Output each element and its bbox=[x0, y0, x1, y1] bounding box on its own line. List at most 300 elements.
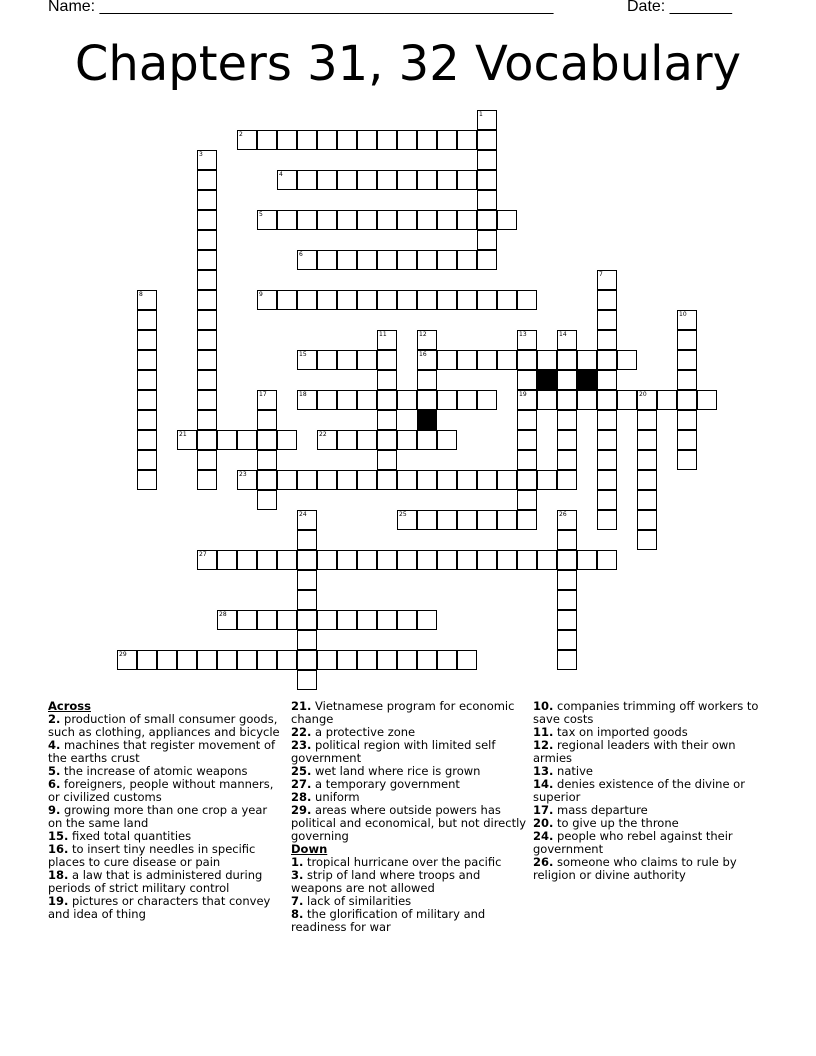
grid-cell[interactable] bbox=[377, 470, 397, 490]
grid-cell[interactable] bbox=[417, 370, 437, 390]
clue-number-19: 19 bbox=[519, 391, 527, 398]
grid-cell[interactable] bbox=[557, 590, 577, 610]
clue-text: lack of similarities bbox=[303, 894, 412, 908]
grid-cell[interactable] bbox=[357, 350, 377, 370]
grid-cell[interactable] bbox=[337, 290, 357, 310]
grid-cell[interactable] bbox=[357, 210, 377, 230]
clue-text: a protective zone bbox=[311, 725, 416, 739]
grid-cell[interactable] bbox=[357, 470, 377, 490]
grid-cell[interactable] bbox=[477, 190, 497, 210]
grid-cell[interactable] bbox=[337, 210, 357, 230]
clue-number-26: 26 bbox=[559, 511, 567, 518]
grid-cell[interactable] bbox=[377, 410, 397, 430]
grid-cell[interactable] bbox=[277, 290, 297, 310]
grid-cell[interactable] bbox=[597, 430, 617, 450]
clue-text: regional leaders with their own armies bbox=[533, 738, 736, 765]
grid-cell[interactable] bbox=[197, 330, 217, 350]
grid-cell[interactable] bbox=[317, 170, 337, 190]
grid-cell[interactable] bbox=[477, 470, 497, 490]
grid-cell[interactable] bbox=[417, 210, 437, 230]
grid-cell[interactable] bbox=[197, 450, 217, 470]
grid-cell[interactable] bbox=[517, 470, 537, 490]
grid-cell[interactable] bbox=[497, 210, 517, 230]
clue-text: production of small consumer goods, such as clothing, appliances and bicycle bbox=[48, 712, 280, 739]
grid-cell[interactable] bbox=[397, 650, 417, 670]
clue-text: uniform bbox=[311, 790, 360, 804]
grid-cell[interactable] bbox=[197, 370, 217, 390]
grid-cell[interactable] bbox=[597, 490, 617, 510]
grid-cell[interactable] bbox=[317, 350, 337, 370]
grid-cell[interactable] bbox=[357, 250, 377, 270]
grid-cell[interactable] bbox=[237, 650, 257, 670]
grid-cell[interactable] bbox=[297, 570, 317, 590]
across-clue bbox=[48, 804, 284, 830]
grid-cell[interactable] bbox=[257, 550, 277, 570]
grid-cell[interactable] bbox=[337, 430, 357, 450]
grid-cell[interactable] bbox=[197, 470, 217, 490]
grid-cell[interactable] bbox=[637, 470, 657, 490]
grid-cell[interactable] bbox=[417, 290, 437, 310]
grid-cell[interactable] bbox=[457, 130, 477, 150]
grid-cell[interactable] bbox=[557, 630, 577, 650]
grid-cell[interactable] bbox=[457, 650, 477, 670]
grid-cell[interactable] bbox=[317, 250, 337, 270]
grid-cell[interactable] bbox=[457, 550, 477, 570]
grid-cell[interactable] bbox=[517, 290, 537, 310]
grid-cell[interactable] bbox=[677, 390, 697, 410]
grid-cell[interactable] bbox=[237, 550, 257, 570]
clue-number-20: 20 bbox=[639, 391, 647, 398]
grid-cell[interactable] bbox=[437, 350, 457, 370]
grid-cell[interactable] bbox=[397, 430, 417, 450]
down-clue bbox=[533, 830, 769, 856]
grid-cell[interactable] bbox=[197, 430, 217, 450]
grid-cell[interactable] bbox=[557, 410, 577, 430]
grid-cell[interactable] bbox=[557, 610, 577, 630]
down-clue bbox=[533, 739, 769, 765]
grid-cell[interactable] bbox=[617, 350, 637, 370]
grid-cell[interactable] bbox=[517, 370, 537, 390]
grid-cell[interactable] bbox=[397, 470, 417, 490]
grid-cell[interactable] bbox=[597, 550, 617, 570]
grid-cell[interactable] bbox=[377, 350, 397, 370]
grid-cell[interactable] bbox=[377, 170, 397, 190]
grid-cell[interactable] bbox=[337, 650, 357, 670]
grid-cell[interactable] bbox=[297, 670, 317, 690]
grid-cell[interactable] bbox=[417, 550, 437, 570]
grid-cell[interactable] bbox=[137, 470, 157, 490]
grid-cell[interactable] bbox=[417, 390, 437, 410]
grid-cell[interactable] bbox=[577, 350, 597, 370]
grid-cell[interactable] bbox=[477, 250, 497, 270]
clue-text: the increase of atomic weapons bbox=[60, 764, 248, 778]
grid-cell[interactable] bbox=[297, 290, 317, 310]
grid-cell[interactable] bbox=[197, 290, 217, 310]
grid-cell[interactable] bbox=[377, 650, 397, 670]
grid-cell[interactable] bbox=[497, 290, 517, 310]
grid-cell[interactable] bbox=[357, 550, 377, 570]
grid-cell[interactable] bbox=[197, 250, 217, 270]
clue-number-15: 15 bbox=[299, 351, 307, 358]
grid-cell[interactable] bbox=[337, 470, 357, 490]
grid-cell[interactable] bbox=[697, 390, 717, 410]
clue-text: political region with limited self government bbox=[291, 738, 496, 765]
grid-cell[interactable] bbox=[497, 350, 517, 370]
grid-cell[interactable] bbox=[197, 390, 217, 410]
grid-cell[interactable] bbox=[137, 650, 157, 670]
grid-cell[interactable] bbox=[317, 550, 337, 570]
grid-cell[interactable] bbox=[317, 210, 337, 230]
grid-cell[interactable] bbox=[197, 230, 217, 250]
clue-number-4: 4 bbox=[279, 171, 283, 178]
grid-cell[interactable] bbox=[577, 390, 597, 410]
grid-cell[interactable] bbox=[477, 290, 497, 310]
grid-cell[interactable] bbox=[557, 650, 577, 670]
grid-cell[interactable] bbox=[597, 410, 617, 430]
grid-cell[interactable] bbox=[257, 130, 277, 150]
grid-cell[interactable] bbox=[397, 250, 417, 270]
grid-cell[interactable] bbox=[357, 610, 377, 630]
grid-cell[interactable] bbox=[437, 650, 457, 670]
grid-cell[interactable] bbox=[237, 430, 257, 450]
grid-cell[interactable] bbox=[637, 510, 657, 530]
grid-cell[interactable] bbox=[437, 290, 457, 310]
clue-number-23: 23 bbox=[239, 471, 247, 478]
grid-cell[interactable] bbox=[277, 430, 297, 450]
clue-text: native bbox=[553, 764, 593, 778]
clue-number: 12. bbox=[533, 738, 554, 752]
clue-text: mass departure bbox=[553, 803, 648, 817]
grid-cell[interactable] bbox=[437, 430, 457, 450]
grid-cell[interactable] bbox=[457, 250, 477, 270]
grid-cell[interactable] bbox=[297, 590, 317, 610]
grid-cell[interactable] bbox=[417, 610, 437, 630]
grid-cell[interactable] bbox=[357, 430, 377, 450]
grid-cell[interactable] bbox=[657, 390, 677, 410]
grid-cell[interactable] bbox=[277, 550, 297, 570]
clue-text: tax on imported goods bbox=[553, 725, 688, 739]
grid-cell[interactable] bbox=[557, 470, 577, 490]
clue-number: 22. bbox=[291, 725, 312, 739]
grid-cell[interactable] bbox=[597, 370, 617, 390]
grid-cell[interactable] bbox=[497, 510, 517, 530]
grid-cell[interactable] bbox=[477, 210, 497, 230]
grid-cell[interactable] bbox=[677, 450, 697, 470]
grid-cell[interactable] bbox=[597, 390, 617, 410]
grid-cell[interactable] bbox=[297, 210, 317, 230]
grid-cell[interactable] bbox=[397, 550, 417, 570]
grid-cell[interactable] bbox=[477, 390, 497, 410]
grid-cell[interactable] bbox=[297, 630, 317, 650]
grid-cell[interactable] bbox=[197, 350, 217, 370]
grid-cell[interactable] bbox=[197, 210, 217, 230]
grid-cell[interactable] bbox=[537, 550, 557, 570]
grid-cell[interactable] bbox=[137, 390, 157, 410]
grid-cell[interactable] bbox=[157, 650, 177, 670]
clue-number: 17. bbox=[533, 803, 554, 817]
grid-cell[interactable] bbox=[397, 170, 417, 190]
grid-cell[interactable] bbox=[457, 290, 477, 310]
black-cell bbox=[577, 370, 597, 390]
grid-cell[interactable] bbox=[477, 550, 497, 570]
clue-number: 3. bbox=[291, 868, 304, 882]
grid-cell[interactable] bbox=[297, 470, 317, 490]
grid-cell[interactable] bbox=[537, 350, 557, 370]
grid-cell[interactable] bbox=[677, 410, 697, 430]
grid-cell[interactable] bbox=[477, 350, 497, 370]
grid-cell[interactable] bbox=[357, 650, 377, 670]
grid-cell[interactable] bbox=[357, 170, 377, 190]
grid-cell[interactable] bbox=[437, 210, 457, 230]
grid-cell[interactable] bbox=[417, 170, 437, 190]
grid-cell[interactable] bbox=[317, 130, 337, 150]
grid-cell[interactable] bbox=[337, 350, 357, 370]
grid-cell[interactable] bbox=[377, 390, 397, 410]
clue-number-25: 25 bbox=[399, 511, 407, 518]
across-clue bbox=[48, 869, 284, 895]
grid-cell[interactable] bbox=[457, 170, 477, 190]
date-field-label[interactable]: Date: _______ bbox=[627, 0, 732, 15]
grid-cell[interactable] bbox=[357, 130, 377, 150]
grid-cell[interactable] bbox=[557, 450, 577, 470]
grid-cell[interactable] bbox=[517, 550, 537, 570]
grid-cell[interactable] bbox=[557, 390, 577, 410]
grid-cell[interactable] bbox=[557, 430, 577, 450]
grid-cell[interactable] bbox=[377, 430, 397, 450]
clue-number: 7. bbox=[291, 894, 304, 908]
grid-cell[interactable] bbox=[317, 470, 337, 490]
grid-cell[interactable] bbox=[377, 450, 397, 470]
grid-cell[interactable] bbox=[377, 610, 397, 630]
grid-cell[interactable] bbox=[137, 310, 157, 330]
grid-cell[interactable] bbox=[517, 350, 537, 370]
grid-cell[interactable] bbox=[597, 510, 617, 530]
clue-number: 23. bbox=[291, 738, 312, 752]
across-clues-list bbox=[48, 713, 284, 921]
grid-cell[interactable] bbox=[437, 510, 457, 530]
across-clue bbox=[48, 895, 284, 921]
clue-text: machines that register movement of the earths crust bbox=[48, 738, 276, 765]
clue-text: strip of land where troops and weapons are not allowed bbox=[291, 868, 481, 895]
clue-number: 9. bbox=[48, 803, 61, 817]
grid-cell[interactable] bbox=[437, 170, 457, 190]
grid-cell[interactable] bbox=[337, 250, 357, 270]
grid-cell[interactable] bbox=[677, 330, 697, 350]
grid-cell[interactable] bbox=[277, 650, 297, 670]
grid-cell[interactable] bbox=[137, 430, 157, 450]
grid-cell[interactable] bbox=[177, 650, 197, 670]
grid-cell[interactable] bbox=[477, 510, 497, 530]
grid-cell[interactable] bbox=[517, 490, 537, 510]
grid-cell[interactable] bbox=[317, 610, 337, 630]
clue-number: 4. bbox=[48, 738, 61, 752]
grid-cell[interactable] bbox=[217, 650, 237, 670]
grid-cell[interactable] bbox=[197, 190, 217, 210]
grid-cell[interactable] bbox=[517, 410, 537, 430]
down-clue bbox=[291, 908, 527, 934]
grid-cell[interactable] bbox=[257, 470, 277, 490]
grid-cell[interactable] bbox=[277, 210, 297, 230]
grid-cell[interactable] bbox=[277, 470, 297, 490]
grid-cell[interactable] bbox=[457, 470, 477, 490]
clue-number: 26. bbox=[533, 855, 554, 869]
grid-cell[interactable] bbox=[297, 550, 317, 570]
grid-cell[interactable] bbox=[297, 530, 317, 550]
grid-cell[interactable] bbox=[417, 470, 437, 490]
across-clue bbox=[48, 843, 284, 869]
clue-number-10: 10 bbox=[679, 311, 687, 318]
grid-cell[interactable] bbox=[457, 350, 477, 370]
clue-number-12: 12 bbox=[419, 331, 427, 338]
clue-text: growing more than one crop a year on the same land bbox=[48, 803, 268, 830]
grid-cell[interactable] bbox=[377, 550, 397, 570]
grid-cell[interactable] bbox=[457, 210, 477, 230]
grid-cell[interactable] bbox=[637, 450, 657, 470]
grid-cell[interactable] bbox=[677, 350, 697, 370]
grid-cell[interactable] bbox=[597, 470, 617, 490]
clue-number-5: 5 bbox=[259, 211, 263, 218]
clue-number: 10. bbox=[533, 699, 554, 713]
grid-cell[interactable] bbox=[377, 250, 397, 270]
grid-cell[interactable] bbox=[317, 390, 337, 410]
grid-cell[interactable] bbox=[557, 370, 577, 390]
grid-cell[interactable] bbox=[137, 350, 157, 370]
grid-cell[interactable] bbox=[257, 430, 277, 450]
grid-cell[interactable] bbox=[557, 570, 577, 590]
clue-number: 15. bbox=[48, 829, 69, 843]
grid-cell[interactable] bbox=[477, 150, 497, 170]
grid-cell[interactable] bbox=[417, 510, 437, 530]
grid-cell[interactable] bbox=[557, 350, 577, 370]
grid-cell[interactable] bbox=[677, 370, 697, 390]
grid-cell[interactable] bbox=[377, 130, 397, 150]
grid-cell[interactable] bbox=[517, 430, 537, 450]
grid-cell[interactable] bbox=[297, 610, 317, 630]
grid-cell[interactable] bbox=[437, 130, 457, 150]
grid-cell[interactable] bbox=[137, 410, 157, 430]
grid-cell[interactable] bbox=[457, 510, 477, 530]
grid-cell[interactable] bbox=[637, 410, 657, 430]
grid-cell[interactable] bbox=[417, 250, 437, 270]
clue-number: 25. bbox=[291, 764, 312, 778]
grid-cell[interactable] bbox=[577, 550, 597, 570]
grid-cell[interactable] bbox=[277, 610, 297, 630]
grid-cell[interactable] bbox=[297, 130, 317, 150]
grid-cell[interactable] bbox=[437, 250, 457, 270]
grid-cell[interactable] bbox=[197, 650, 217, 670]
grid-cell[interactable] bbox=[537, 470, 557, 490]
grid-cell[interactable] bbox=[197, 270, 217, 290]
clue-number-6: 6 bbox=[299, 251, 303, 258]
grid-cell[interactable] bbox=[197, 410, 217, 430]
grid-cell[interactable] bbox=[137, 330, 157, 350]
grid-cell[interactable] bbox=[537, 390, 557, 410]
grid-cell[interactable] bbox=[437, 470, 457, 490]
grid-cell[interactable] bbox=[397, 390, 417, 410]
grid-cell[interactable] bbox=[377, 370, 397, 390]
grid-cell[interactable] bbox=[417, 130, 437, 150]
grid-cell[interactable] bbox=[637, 530, 657, 550]
grid-cell[interactable] bbox=[297, 170, 317, 190]
grid-cell[interactable] bbox=[437, 390, 457, 410]
grid-cell[interactable] bbox=[417, 430, 437, 450]
grid-cell[interactable] bbox=[417, 650, 437, 670]
grid-cell[interactable] bbox=[637, 490, 657, 510]
grid-cell[interactable] bbox=[337, 170, 357, 190]
grid-cell[interactable] bbox=[217, 430, 237, 450]
grid-cell[interactable] bbox=[397, 130, 417, 150]
grid-cell[interactable] bbox=[397, 610, 417, 630]
grid-cell[interactable] bbox=[477, 130, 497, 150]
grid-cell[interactable] bbox=[297, 650, 317, 670]
clue-number-2: 2 bbox=[239, 131, 243, 138]
across-clue bbox=[291, 804, 527, 843]
grid-cell[interactable] bbox=[557, 530, 577, 550]
grid-cell[interactable] bbox=[437, 550, 457, 570]
grid-cell[interactable] bbox=[217, 550, 237, 570]
grid-cell[interactable] bbox=[477, 230, 497, 250]
grid-cell[interactable] bbox=[337, 390, 357, 410]
grid-cell[interactable] bbox=[557, 550, 577, 570]
clue-text: someone who claims to rule by religion or divine authority bbox=[533, 855, 737, 882]
grid-cell[interactable] bbox=[317, 290, 337, 310]
grid-cell[interactable] bbox=[277, 130, 297, 150]
grid-cell[interactable] bbox=[497, 470, 517, 490]
black-cell bbox=[537, 370, 557, 390]
grid-cell[interactable] bbox=[257, 410, 277, 430]
grid-cell[interactable] bbox=[637, 430, 657, 450]
grid-cell[interactable] bbox=[257, 490, 277, 510]
name-field-label[interactable]: Name: ___________________________________________________ bbox=[48, 0, 554, 15]
grid-cell[interactable] bbox=[377, 290, 397, 310]
grid-cell[interactable] bbox=[597, 290, 617, 310]
grid-cell[interactable] bbox=[257, 450, 277, 470]
clue-number: 16. bbox=[48, 842, 69, 856]
grid-cell[interactable] bbox=[197, 310, 217, 330]
grid-cell[interactable] bbox=[597, 310, 617, 330]
grid-cell[interactable] bbox=[337, 610, 357, 630]
grid-cell[interactable] bbox=[497, 550, 517, 570]
grid-cell[interactable] bbox=[197, 170, 217, 190]
grid-cell[interactable] bbox=[457, 390, 477, 410]
grid-cell[interactable] bbox=[337, 550, 357, 570]
grid-cell[interactable] bbox=[137, 370, 157, 390]
grid-cell[interactable] bbox=[477, 170, 497, 190]
clue-number-27: 27 bbox=[199, 551, 207, 558]
grid-cell[interactable] bbox=[237, 610, 257, 630]
grid-cell[interactable] bbox=[597, 350, 617, 370]
grid-cell[interactable] bbox=[137, 450, 157, 470]
grid-cell[interactable] bbox=[677, 430, 697, 450]
grid-cell[interactable] bbox=[397, 290, 417, 310]
down-clue bbox=[291, 869, 527, 895]
grid-cell[interactable] bbox=[517, 510, 537, 530]
grid-cell[interactable] bbox=[377, 210, 397, 230]
grid-cell[interactable] bbox=[337, 130, 357, 150]
grid-cell[interactable] bbox=[597, 330, 617, 350]
grid-cell[interactable] bbox=[617, 390, 637, 410]
grid-cell[interactable] bbox=[397, 210, 417, 230]
clue-number: 20. bbox=[533, 816, 554, 830]
grid-cell[interactable] bbox=[597, 450, 617, 470]
grid-cell[interactable] bbox=[257, 610, 277, 630]
grid-cell[interactable] bbox=[517, 450, 537, 470]
grid-cell[interactable] bbox=[357, 390, 377, 410]
grid-cell[interactable] bbox=[317, 650, 337, 670]
clue-text: fixed total quantities bbox=[68, 829, 192, 843]
grid-cell[interactable] bbox=[257, 650, 277, 670]
grid-cell[interactable] bbox=[357, 290, 377, 310]
